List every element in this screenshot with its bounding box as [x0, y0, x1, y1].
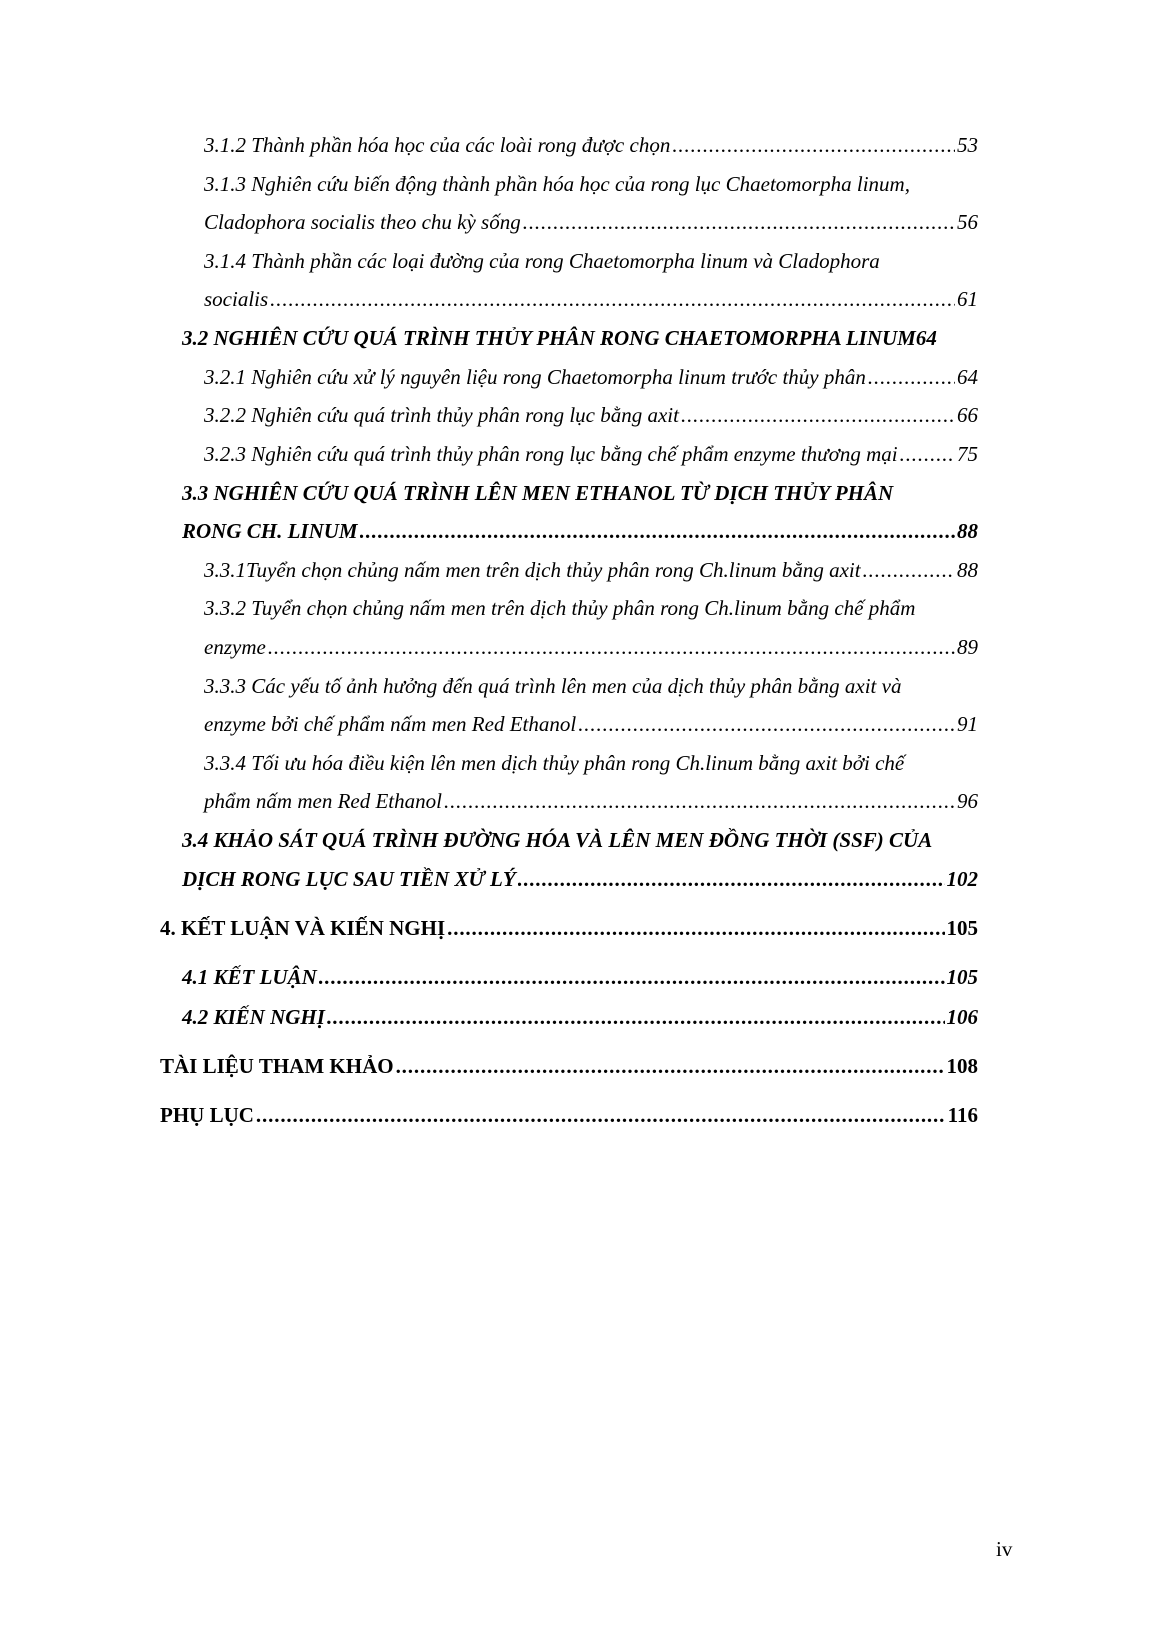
toc-entry-3-3-line1[interactable]: 3.3 NGHIÊN CỨU QUÁ TRÌNH LÊN MEN ETHANOL TỪ DỊCH THỦY PHÂN: [182, 481, 894, 505]
toc-entry-3-1-3-line1[interactable]: 3.1.3 Nghiên cứu biến động thành phần hóa học của rong lục Chaetomorpha linum,: [204, 172, 910, 196]
dot-leader: [256, 1101, 946, 1129]
toc-entry-3-3[interactable]: [182, 517, 978, 545]
dot-leader: [578, 710, 955, 738]
toc-entry-4-2[interactable]: [182, 1003, 978, 1031]
toc-entry-page: 116: [947, 1103, 978, 1127]
toc-entry-title: 3.2 NGHIÊN CỨU QUÁ TRÌNH THỦY PHÂN RONG CHAETOMORPHA LINUM: [182, 326, 916, 350]
toc-entry-3-2-1[interactable]: [204, 363, 978, 391]
toc-entry-3-1-4[interactable]: [204, 285, 978, 313]
toc-entry-page: 56: [957, 210, 978, 234]
page-number: iv: [996, 1537, 1013, 1561]
toc-entry-title: RONG CH. LINUM: [182, 519, 358, 543]
toc-entry-title: 4.1 KẾT LUẬN: [182, 965, 317, 989]
toc-entry-4-1[interactable]: [182, 963, 978, 991]
toc-entry-3-2[interactable]: [182, 324, 978, 352]
toc-entry-page: 96: [957, 789, 978, 813]
dot-leader: [396, 1052, 945, 1080]
toc-entry-title: TÀI LIỆU THAM KHẢO: [160, 1054, 394, 1078]
toc-entry-title: 3.2.2 Nghiên cứu quá trình thủy phân rong lục bằng axit: [204, 403, 679, 427]
toc-entry-title: 3.3.1Tuyển chọn chủng nấm men trên dịch thủy phân rong Ch.linum bằng axit: [204, 558, 861, 582]
toc-entry-4[interactable]: [160, 914, 978, 942]
toc-entry-3-1-2[interactable]: [204, 131, 978, 159]
dot-leader: [319, 963, 945, 991]
dot-leader: [518, 865, 945, 893]
toc-entry-page: 66: [957, 403, 978, 427]
toc-entry-3-3-1[interactable]: [204, 556, 978, 584]
dot-leader: [447, 914, 944, 942]
toc-entry-3-1-4-line1[interactable]: 3.1.4 Thành phần các loại đường của rong Chaetomorpha linum và Cladophora: [204, 249, 880, 273]
toc-entry-page: 88: [957, 558, 978, 582]
toc-entry-page: 75: [957, 442, 978, 466]
toc-entry-page: 89: [957, 635, 978, 659]
dot-leader: [863, 556, 955, 584]
toc-entry-appendix[interactable]: [160, 1101, 978, 1129]
toc-entry-3-4-line1[interactable]: 3.4 KHẢO SÁT QUÁ TRÌNH ĐƯỜNG HÓA VÀ LÊN MEN ĐỒNG THỜI (SSF) CỦA: [182, 828, 933, 852]
toc-entry-page: 61: [957, 287, 978, 311]
toc-entry-title: phẩm nấm men Red Ethanol: [204, 789, 442, 813]
dot-leader: [360, 517, 955, 545]
toc-entry-title: enzyme: [204, 635, 266, 659]
toc-entry-page: 105: [946, 916, 978, 940]
toc-entry-page: 64: [915, 326, 937, 350]
toc-entry-title: 3.1.2 Thành phần hóa học của các loài rong được chọn: [204, 133, 671, 157]
toc-entry-3-3-3-line1[interactable]: 3.3.3 Các yếu tố ảnh hưởng đến quá trình lên men của dịch thủy phân bằng axit và: [204, 674, 902, 698]
dot-leader: [900, 440, 955, 468]
toc-entry-page: 91: [957, 712, 978, 736]
toc-entry-3-2-3[interactable]: [204, 440, 978, 468]
toc-entry-3-3-4-line1[interactable]: 3.3.4 Tối ưu hóa điều kiện lên men dịch thủy phân rong Ch.linum bằng axit bởi chế: [204, 751, 905, 775]
toc-entry-3-4[interactable]: [182, 865, 978, 893]
toc-entry-title: 3.2.1 Nghiên cứu xử lý nguyên liệu rong Chaetomorpha linum trước thủy phân: [204, 365, 866, 389]
toc-entry-title: 4.2 KIẾN NGHỊ: [182, 1005, 325, 1029]
toc-entry-3-3-2[interactable]: [204, 633, 978, 661]
toc-entry-references[interactable]: [160, 1052, 978, 1080]
toc-entry-title: enzyme bởi chế phẩm nấm men Red Ethanol: [204, 712, 577, 736]
dot-leader: [523, 208, 955, 236]
toc-entry-page: 105: [946, 965, 978, 989]
dot-leader: [327, 1003, 945, 1031]
dot-leader: [270, 285, 955, 313]
toc-entry-page: 108: [946, 1054, 978, 1078]
dot-leader: [681, 401, 955, 429]
toc-entry-title: PHỤ LỤC: [160, 1103, 254, 1127]
dot-leader: [868, 363, 955, 391]
toc-entry-page: 88: [957, 519, 978, 543]
toc-entry-title: socialis: [204, 287, 269, 311]
dot-leader: [268, 633, 955, 661]
dot-leader: [672, 131, 955, 159]
toc-entry-title: DỊCH RONG LỤC SAU TIỀN XỬ LÝ: [182, 867, 516, 891]
toc-entry-title: 3.2.3 Nghiên cứu quá trình thủy phân rong lục bằng chế phẩm enzyme thương mại: [204, 442, 898, 466]
toc-entry-3-3-3[interactable]: [204, 710, 978, 738]
toc-entry-title: Cladophora socialis theo chu kỳ sống: [204, 210, 521, 234]
toc-entry-page: 53: [957, 133, 978, 157]
toc-entry-3-2-2[interactable]: [204, 401, 978, 429]
dot-leader: [444, 787, 955, 815]
toc-entry-3-3-4[interactable]: [204, 787, 978, 815]
toc-entry-3-3-2-line1[interactable]: 3.3.2 Tuyển chọn chủng nấm men trên dịch thủy phân rong Ch.linum bằng chế phẩm: [204, 596, 916, 620]
toc-entry-title: 4. KẾT LUẬN VÀ KIẾN NGHỊ: [160, 916, 446, 940]
toc-entry-page: 106: [946, 1005, 978, 1029]
toc-entry-page: 102: [946, 867, 978, 891]
toc-entry-3-1-3[interactable]: [204, 208, 978, 236]
toc-entry-page: 64: [957, 365, 978, 389]
